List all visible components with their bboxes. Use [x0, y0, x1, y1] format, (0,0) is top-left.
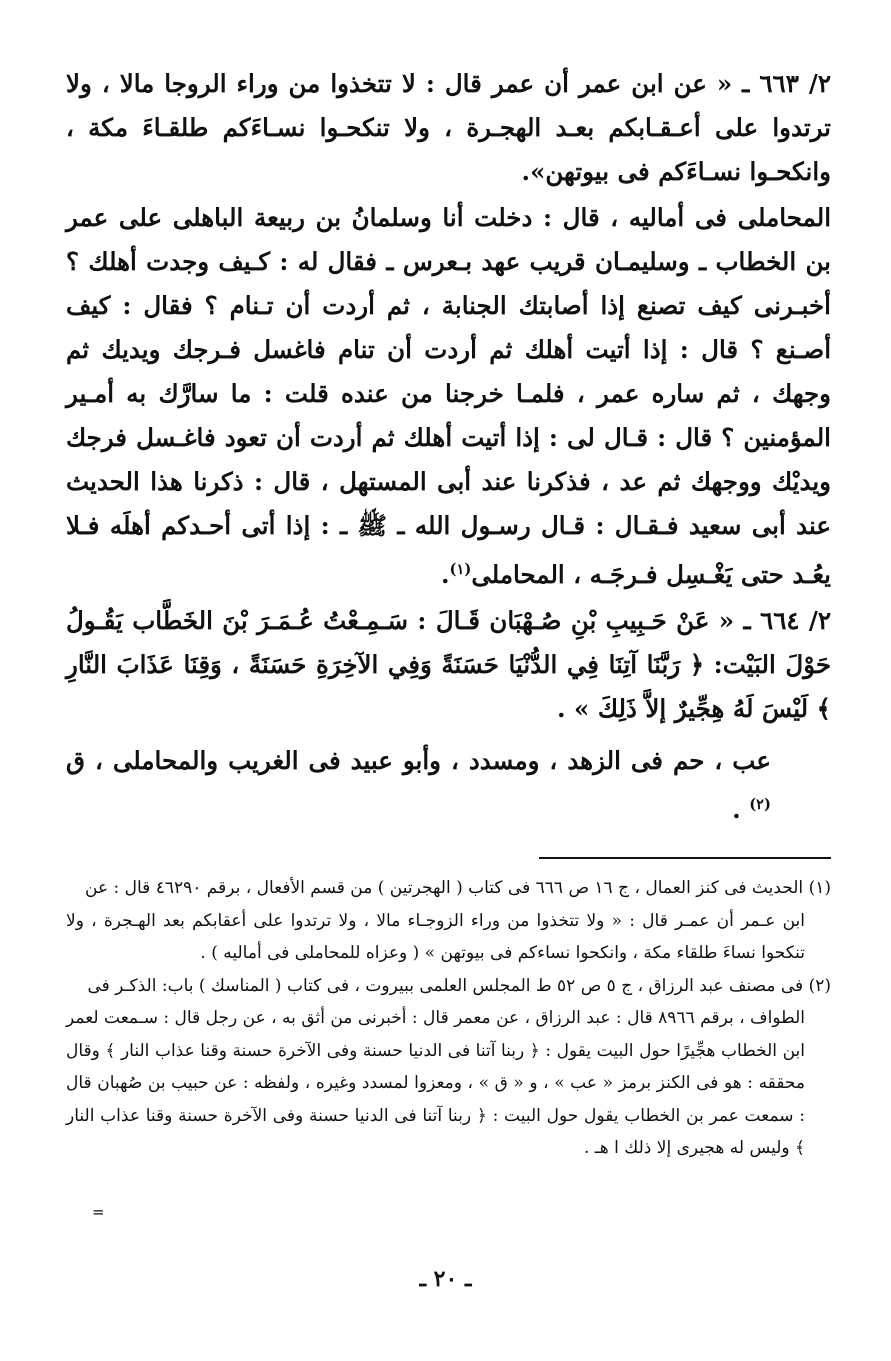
footnote-first-line: الحديث فى كنز العمال ، ج ١٦ ص ٦٦٦ فى كتاب ( الهجرتين ) من قسم الأفعال ، برقم ٤٦٢٩٠ قال : عن — [85, 878, 804, 898]
footnote-number: (٢) — [808, 975, 831, 996]
footnote-1 — [66, 872, 831, 970]
hadith-663 — [66, 62, 831, 194]
footnote-body: الطواف ، برقم ٨٩٦٦ قال : عبد الرزاق ، عن معمر قال : أخبرنى من أثق به ، عن رجل قال : سـمعت لعمر ابن الخطاب هجِّيرًا حول البيت يقول : ﴿ ربنا آتنا فى الدنيا حسنة وفى الآخرة حسنة وقنا عذاب النار ﴾ وقال محققه : هو فى الكنز برمز « عب » ، و « ق » ، ومعزوا لمسدد وغيره ، ولفظه : عن حبيب بن صُهبان قال : سمعت عمر بن الخطاب يقول حول البيت : ﴿ ربنا آتنا فى الدنيا حسنة وفى الآخرة حسنة وقنا عذاب النار ﴾ وليس له هجيرى إلا ذلك ا هـ . — [66, 1008, 805, 1158]
commentary-end: . — [441, 560, 450, 590]
hadith-663-commentary — [66, 196, 831, 597]
continuation-mark: = — [92, 1203, 105, 1221]
footnote-ref-2[interactable]: (٢) — [749, 796, 771, 814]
footnotes — [66, 872, 831, 1165]
hadith-664-text: ٢/ ٦٦٤ ـ « عَنْ حَـبِيبِ بْنِ صُـهْبَان قَـالَ : سَـمِـعْتُ عُـمَـرَ بْنَ الخَطَّاب يَقُـولُ حَوْلَ البَيْت: ﴿ رَبَّنَا آتِنَا فِي الدُّنْيَا حَسَنَةً وَفِي الآخِرَةِ حَسَنَةً ، وَقِنَا عَذَابَ النَّارِ ﴾ لَيْسَ لَهُ هِجِّيرٌ إلاَّ ذَلِكَ » . — [66, 606, 831, 724]
sources-text: عب ، حم فى الزهد ، ومسدد ، وأبو عبيد فى الغريب والمحاملى ، ق — [66, 746, 771, 776]
hadith-664 — [66, 599, 831, 731]
footnote-2 — [66, 970, 831, 1165]
footnote-separator — [539, 857, 831, 859]
hadith-664-sources — [66, 739, 831, 832]
footnote-number: (١) — [808, 878, 831, 898]
page-number: ـ ٢٠ ـ — [419, 1266, 472, 1292]
footnote-ref-1[interactable]: (١) — [449, 561, 472, 578]
commentary-text: المحاملى فى أماليه ، قال : دخلت أنا وسلمانُ بن ربيعة الباهلى على عمر بن الخطاب ـ وسليمـان قريب عهد بـعرس ـ فقال له : كـيف وجدت أهلك ؟ أخبـرنى كيف تصنع إذا أصابتك الجنابة ، ثم أردت أن تـنام ؟ فقال : كيف أصـنع ؟ قال : إذا أتيت أهلك ثم أردت أن تنام فاغسل فـرجك ويديك ثم وجهك ، ثم ساره عمر ، فلمـا خرجنا من عنده قلت : ما سارَّك به أمـير المؤمنين ؟ قال : قـال لى : إذا أتيت أهلك ثم أردت أن تعود فاغـسل فرجك ويديْك ووجهك ثم عد ، فذكرنا عند أبى المستهل ، قال : ذكرنا هذا الحديث عند أبى سعيد فـقـال : قـال رسـول الله ـ ﷺ ـ : إذا أتى أحـدكم أهلَه فـلا يعُـد حتى يَغْـسِل فـرجَـه ، المحاملى — [66, 203, 831, 590]
sources-end: . — [732, 795, 741, 825]
footnote-body: ابن عـمر أن عمـر قال : « ولا تتخذوا من وراء الزوجـاء مالا ، ولا ترتدوا على أعقابكم بعد الهـجرة ، ولا تنكحوا نساءَ طلقاء مكة ، وانكحوا نساءكم فى بيوتهن » ( وعزاه للمحاملى فى أماليه ) . — [66, 910, 805, 963]
main-text — [66, 62, 831, 832]
footnote-first-line: فى مصنف عبد الرزاق ، ج ٥ ص ٥٢ ط المجلس العلمى ببيروت ، فى كتاب ( المناسك ) باب: الذكـر فى — [87, 975, 804, 996]
hadith-663-text: ٢/ ٦٦٣ ـ « عن ابن عمر أن عمر قال : لا تتخذوا من وراء الروجا مالا ، ولا ترتدوا على أعـقـابكم بعـد الهجـرة ، ولا تنكحـوا نسـاءَكم طلقـاءَ مكة ، وانكحـوا نسـاءَكم فى بيوتهن». — [66, 69, 831, 186]
